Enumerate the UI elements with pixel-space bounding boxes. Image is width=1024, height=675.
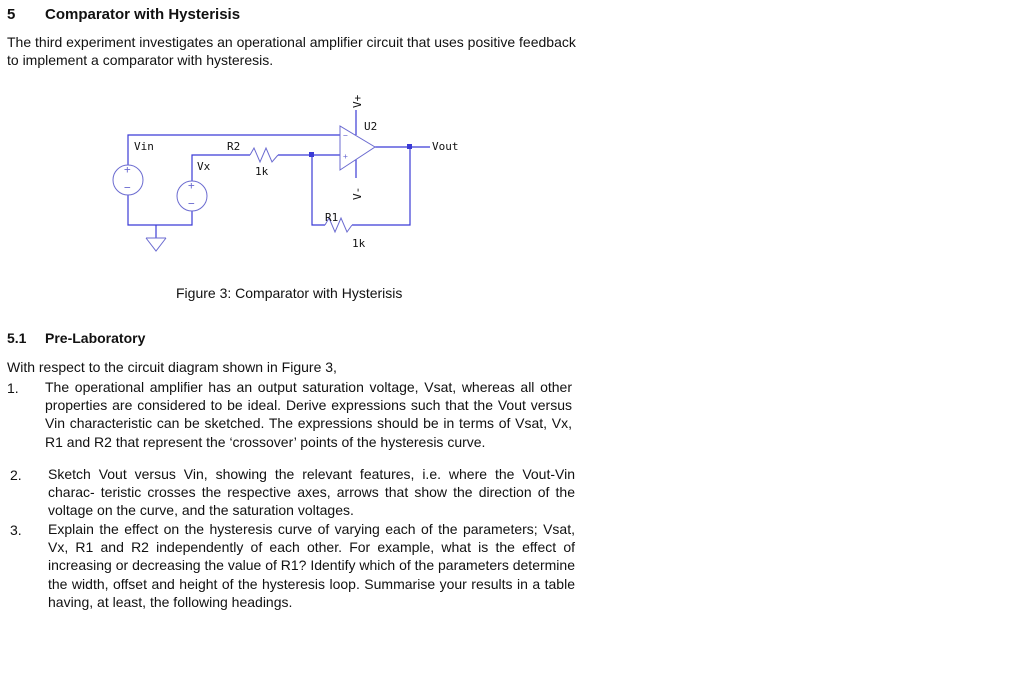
section-number: 5 bbox=[7, 6, 16, 23]
label-u2: U2 bbox=[364, 120, 378, 133]
circuit-diagram bbox=[100, 88, 480, 263]
label-vplus: V+ bbox=[351, 94, 364, 108]
label-vout: Vout bbox=[432, 140, 459, 153]
vin-source-icon bbox=[113, 163, 143, 195]
label-vx: Vx bbox=[197, 160, 211, 173]
opamp-minus-pin: − bbox=[343, 131, 348, 140]
item-3-text: Explain the effect on the hysteresis curve of varying each of the parameters; Vsat, Vx, R1 and R2 independently of each other. For example, what is the effect of increasing or decreasing the value of R1? Identify which of the parameters determine the width, offset and height of the hysteresis loop. Summarise your results in a table having, at least, the following headings. bbox=[48, 521, 575, 610]
item-1-text: The operational amplifier has an output saturation voltage, Vsat, whereas all other properties are considered to be ideal. Derive expressions such that the Vout versus Vin characteristic can be sketched. The expressions should be in terms of Vsat, Vx, R1 and R2 that represent the ‘crossover’ points of the hysteresis curve. bbox=[45, 379, 572, 450]
opamp-plus-pin: + bbox=[343, 152, 348, 161]
wire-node-r1 bbox=[312, 155, 325, 225]
vx-source-icon bbox=[177, 179, 207, 211]
label-r1-value: 1k bbox=[352, 237, 366, 250]
section-title: Comparator with Hysterisis bbox=[45, 6, 241, 23]
section-intro: The third experiment investigates an operational amplifier circuit that uses positive feedback to implement a comparator with hysteresis. bbox=[7, 34, 576, 68]
label-r1: R1 bbox=[325, 211, 339, 224]
vx-plus-sign: + bbox=[188, 179, 195, 192]
item-2-text: Sketch Vout versus Vin, showing the relevant features, i.e. where the Vout-Vin charac- teristic crosses the respective axes, arrows that show the direction of the voltage on the curve, and the saturation voltages. bbox=[48, 466, 575, 519]
item-2-number: 2. bbox=[10, 467, 22, 483]
label-vin: Vin bbox=[134, 140, 154, 153]
item-3-number: 3. bbox=[10, 522, 22, 538]
ground-icon bbox=[146, 238, 166, 251]
output-dot bbox=[407, 144, 412, 149]
vin-plus-sign: + bbox=[124, 163, 131, 176]
label-r2: R2 bbox=[227, 140, 241, 153]
label-vminus: V- bbox=[351, 186, 364, 200]
wire-r1-vout bbox=[352, 147, 410, 225]
wire-vx-ground bbox=[156, 208, 192, 225]
item-1-number: 1. bbox=[7, 380, 19, 396]
vin-minus-sign: − bbox=[124, 181, 131, 194]
circuit-wires bbox=[128, 110, 430, 238]
subsection-lead: With respect to the circuit diagram shown in Figure 3, bbox=[7, 359, 337, 375]
r2-resistor-icon bbox=[250, 148, 278, 162]
label-r2-value: 1k bbox=[255, 165, 269, 178]
figure-caption: Figure 3: Comparator with Hysterisis bbox=[176, 285, 403, 301]
junction-dot bbox=[309, 152, 314, 157]
subsection-number: 5.1 bbox=[7, 330, 27, 346]
subsection-title: Pre-Laboratory bbox=[45, 330, 146, 346]
vx-minus-sign: − bbox=[188, 197, 195, 210]
